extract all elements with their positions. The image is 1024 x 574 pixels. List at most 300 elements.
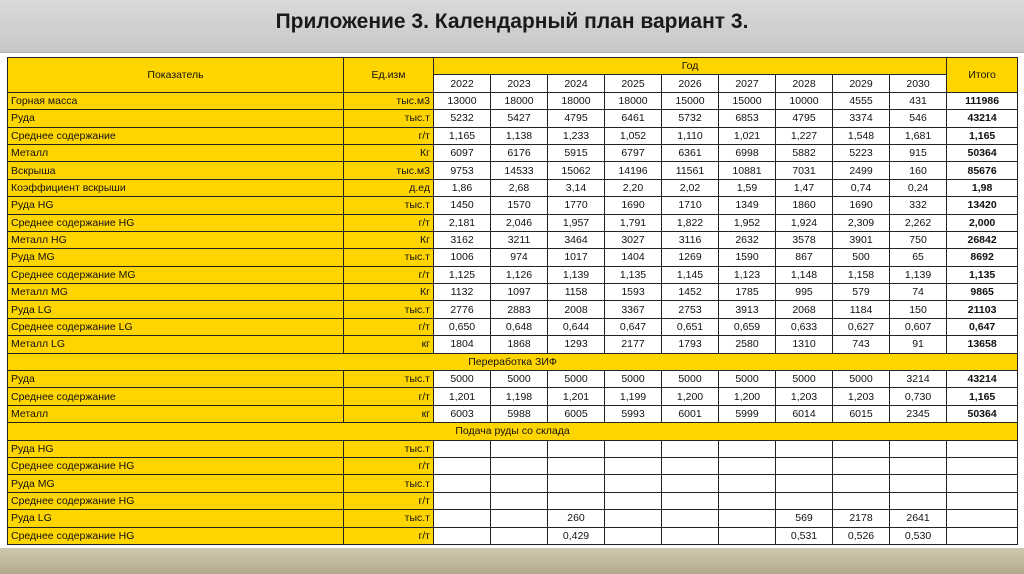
row-label: Среднее содержание HG <box>8 457 344 474</box>
table-row <box>8 197 1018 214</box>
cell-2027: 5999 <box>719 405 776 422</box>
processing-row <box>8 371 1018 388</box>
cell-2025 <box>605 492 662 509</box>
row-unit: Кг <box>344 284 434 301</box>
cell-2027: 1,59 <box>719 179 776 196</box>
cell-2030: 332 <box>890 197 947 214</box>
cell-2024: 1293 <box>548 336 605 353</box>
cell-2027: 1,123 <box>719 266 776 283</box>
cell-2029: 2499 <box>833 162 890 179</box>
row-label: Металл MG <box>8 284 344 301</box>
cell-2025: 5000 <box>605 371 662 388</box>
row-label: Среднее содержание HG <box>8 527 344 544</box>
cell-2022: 0,650 <box>434 318 491 335</box>
cell-2022: 9753 <box>434 162 491 179</box>
cell-2023: 5427 <box>491 110 548 127</box>
cell-2030: 2345 <box>890 405 947 422</box>
cell-2024: 1158 <box>548 284 605 301</box>
row-unit: г/т <box>344 266 434 283</box>
cell-2030: 1,681 <box>890 127 947 144</box>
cell-total: 8692 <box>947 249 1018 266</box>
cell-2022: 2,181 <box>434 214 491 231</box>
cell-2024: 3464 <box>548 231 605 248</box>
cell-2030: 2641 <box>890 510 947 527</box>
cell-2025: 5993 <box>605 405 662 422</box>
row-label: Коэффициент вскрыши <box>8 179 344 196</box>
cell-2023: 0,648 <box>491 318 548 335</box>
cell-2024 <box>548 475 605 492</box>
cell-2026: 11561 <box>662 162 719 179</box>
cell-2028: 6014 <box>776 405 833 422</box>
cell-2028 <box>776 440 833 457</box>
cell-2028: 3578 <box>776 231 833 248</box>
row-unit: тыс.т <box>344 371 434 388</box>
cell-2026 <box>662 440 719 457</box>
cell-2024: 1,957 <box>548 214 605 231</box>
cell-2022: 5232 <box>434 110 491 127</box>
table-row <box>8 127 1018 144</box>
row-unit: кг <box>344 336 434 353</box>
cell-2026: 1452 <box>662 284 719 301</box>
cell-2028: 4795 <box>776 110 833 127</box>
cell-2028: 10000 <box>776 92 833 109</box>
cell-total: 21103 <box>947 301 1018 318</box>
cell-2024: 5000 <box>548 371 605 388</box>
cell-2030 <box>890 457 947 474</box>
row-unit: д.ед <box>344 179 434 196</box>
row-unit: Кг <box>344 231 434 248</box>
cell-2027: 6853 <box>719 110 776 127</box>
cell-2022: 1804 <box>434 336 491 353</box>
cell-2029: 0,526 <box>833 527 890 544</box>
stockpile-row <box>8 457 1018 474</box>
cell-2028: 1310 <box>776 336 833 353</box>
cell-2026 <box>662 475 719 492</box>
cell-2030: 1,139 <box>890 266 947 283</box>
cell-2030: 431 <box>890 92 947 109</box>
cell-2028: 5000 <box>776 371 833 388</box>
stockpile-row <box>8 492 1018 509</box>
cell-2024 <box>548 440 605 457</box>
cell-2022: 1132 <box>434 284 491 301</box>
cell-2027 <box>719 510 776 527</box>
cell-2022: 1450 <box>434 197 491 214</box>
row-unit: тыс.т <box>344 110 434 127</box>
cell-2029: 3374 <box>833 110 890 127</box>
cell-2022: 1,201 <box>434 388 491 405</box>
cell-2023: 974 <box>491 249 548 266</box>
cell-2030: 65 <box>890 249 947 266</box>
table-row <box>8 231 1018 248</box>
cell-2029 <box>833 457 890 474</box>
cell-2024: 1,201 <box>548 388 605 405</box>
stockpile-row <box>8 440 1018 457</box>
cell-2022 <box>434 492 491 509</box>
cell-2023 <box>491 440 548 457</box>
header-unit: Ед.изм <box>344 58 434 93</box>
cell-2024: 1017 <box>548 249 605 266</box>
cell-2028: 1,203 <box>776 388 833 405</box>
row-label: Металл HG <box>8 231 344 248</box>
cell-2030: 750 <box>890 231 947 248</box>
cell-2030: 74 <box>890 284 947 301</box>
cell-2026: 1,145 <box>662 266 719 283</box>
cell-2024: 6005 <box>548 405 605 422</box>
cell-2030: 0,607 <box>890 318 947 335</box>
table-header <box>8 58 1018 93</box>
cell-2023: 1,126 <box>491 266 548 283</box>
cell-2022: 1,125 <box>434 266 491 283</box>
cell-2027: 1349 <box>719 197 776 214</box>
header-year-2026: 2026 <box>662 75 719 92</box>
cell-total: 1,98 <box>947 179 1018 196</box>
cell-2025: 6461 <box>605 110 662 127</box>
cell-2026: 1,822 <box>662 214 719 231</box>
cell-2027: 1,952 <box>719 214 776 231</box>
cell-2024: 1770 <box>548 197 605 214</box>
cell-2029: 6015 <box>833 405 890 422</box>
row-label: Горная масса <box>8 92 344 109</box>
row-label: Металл <box>8 405 344 422</box>
cell-2024: 0,644 <box>548 318 605 335</box>
row-label: Среднее содержание MG <box>8 266 344 283</box>
cell-2029: 0,627 <box>833 318 890 335</box>
cell-2030: 915 <box>890 144 947 161</box>
cell-2023 <box>491 475 548 492</box>
cell-2030: 160 <box>890 162 947 179</box>
cell-total <box>947 510 1018 527</box>
cell-2029: 2,309 <box>833 214 890 231</box>
cell-2022: 1006 <box>434 249 491 266</box>
cell-2028: 569 <box>776 510 833 527</box>
cell-2027: 10881 <box>719 162 776 179</box>
cell-total: 43214 <box>947 371 1018 388</box>
cell-total <box>947 440 1018 457</box>
stockpile-row <box>8 475 1018 492</box>
calendar-plan-table-container <box>7 57 1017 545</box>
cell-total: 26842 <box>947 231 1018 248</box>
cell-2025 <box>605 510 662 527</box>
stockpile-row <box>8 527 1018 544</box>
row-unit: тыс.м3 <box>344 162 434 179</box>
cell-2023 <box>491 492 548 509</box>
table-row <box>8 301 1018 318</box>
cell-2026: 1,200 <box>662 388 719 405</box>
cell-2028: 1,47 <box>776 179 833 196</box>
table-row <box>8 179 1018 196</box>
cell-2030 <box>890 475 947 492</box>
cell-2024: 1,233 <box>548 127 605 144</box>
cell-2025 <box>605 475 662 492</box>
cell-2028 <box>776 457 833 474</box>
row-label: Среднее содержание LG <box>8 318 344 335</box>
cell-2027: 1785 <box>719 284 776 301</box>
cell-2022: 6003 <box>434 405 491 422</box>
row-unit: г/т <box>344 527 434 544</box>
cell-2026: 1269 <box>662 249 719 266</box>
cell-2028: 0,531 <box>776 527 833 544</box>
row-unit: г/т <box>344 388 434 405</box>
cell-2022: 3162 <box>434 231 491 248</box>
cell-2028: 1860 <box>776 197 833 214</box>
cell-2029: 4555 <box>833 92 890 109</box>
cell-2029: 743 <box>833 336 890 353</box>
cell-total: 13658 <box>947 336 1018 353</box>
cell-2025: 1690 <box>605 197 662 214</box>
cell-2024: 2008 <box>548 301 605 318</box>
cell-total: 111986 <box>947 92 1018 109</box>
cell-2022: 1,165 <box>434 127 491 144</box>
cell-2027: 3913 <box>719 301 776 318</box>
cell-2026 <box>662 457 719 474</box>
row-unit: тыс.т <box>344 440 434 457</box>
title-bar <box>0 0 1024 53</box>
row-label: Среднее содержание <box>8 127 344 144</box>
cell-2028: 2068 <box>776 301 833 318</box>
row-unit: г/т <box>344 127 434 144</box>
row-unit: Кг <box>344 144 434 161</box>
cell-2026 <box>662 510 719 527</box>
cell-2023 <box>491 457 548 474</box>
header-year-2030: 2030 <box>890 75 947 92</box>
cell-total: 1,165 <box>947 127 1018 144</box>
cell-2026 <box>662 527 719 544</box>
table-row <box>8 110 1018 127</box>
header-year-2022: 2022 <box>434 75 491 92</box>
cell-2028: 867 <box>776 249 833 266</box>
cell-2027 <box>719 492 776 509</box>
cell-total: 0,647 <box>947 318 1018 335</box>
cell-2025: 6797 <box>605 144 662 161</box>
header-indicator: Показатель <box>8 58 344 93</box>
cell-2023: 3211 <box>491 231 548 248</box>
cell-2027: 6998 <box>719 144 776 161</box>
row-unit: тыс.т <box>344 197 434 214</box>
cell-total <box>947 527 1018 544</box>
cell-2026: 15000 <box>662 92 719 109</box>
cell-2024 <box>548 492 605 509</box>
cell-2024: 0,429 <box>548 527 605 544</box>
cell-2029: 5223 <box>833 144 890 161</box>
row-label: Среднее содержание HG <box>8 214 344 231</box>
cell-2025: 1404 <box>605 249 662 266</box>
cell-2023: 5988 <box>491 405 548 422</box>
row-unit: г/т <box>344 318 434 335</box>
row-label: Руда <box>8 110 344 127</box>
cell-2030: 150 <box>890 301 947 318</box>
cell-2029 <box>833 440 890 457</box>
table-row <box>8 214 1018 231</box>
cell-2026: 5000 <box>662 371 719 388</box>
cell-2022: 1,86 <box>434 179 491 196</box>
cell-total: 50364 <box>947 144 1018 161</box>
cell-2029 <box>833 492 890 509</box>
header-year: Год <box>434 58 947 75</box>
processing-row <box>8 388 1018 405</box>
row-unit: тыс.т <box>344 475 434 492</box>
cell-2028: 1,924 <box>776 214 833 231</box>
cell-2029: 1184 <box>833 301 890 318</box>
cell-2030: 0,730 <box>890 388 947 405</box>
cell-2022 <box>434 510 491 527</box>
cell-2027: 2580 <box>719 336 776 353</box>
cell-2022 <box>434 475 491 492</box>
cell-2025 <box>605 457 662 474</box>
cell-2025: 3367 <box>605 301 662 318</box>
header-year-2027: 2027 <box>719 75 776 92</box>
cell-2023: 14533 <box>491 162 548 179</box>
cell-2027 <box>719 457 776 474</box>
cell-2029: 1,203 <box>833 388 890 405</box>
cell-2029: 1,158 <box>833 266 890 283</box>
table-row <box>8 249 1018 266</box>
cell-2025: 0,647 <box>605 318 662 335</box>
row-unit: г/т <box>344 492 434 509</box>
row-unit: тыс.т <box>344 510 434 527</box>
cell-2026: 6361 <box>662 144 719 161</box>
cell-2029: 579 <box>833 284 890 301</box>
row-label: Руда HG <box>8 197 344 214</box>
cell-total: 85676 <box>947 162 1018 179</box>
row-label: Руда LG <box>8 301 344 318</box>
cell-2025: 1,791 <box>605 214 662 231</box>
cell-2027: 1590 <box>719 249 776 266</box>
table-row <box>8 266 1018 283</box>
header-total: Итого <box>947 58 1018 93</box>
table-row <box>8 92 1018 109</box>
row-unit: кг <box>344 405 434 422</box>
cell-total: 13420 <box>947 197 1018 214</box>
row-unit: г/т <box>344 457 434 474</box>
cell-2030: 546 <box>890 110 947 127</box>
cell-2029: 1,548 <box>833 127 890 144</box>
header-year-2025: 2025 <box>605 75 662 92</box>
header-year-2029: 2029 <box>833 75 890 92</box>
cell-2028: 5882 <box>776 144 833 161</box>
cell-2029: 3901 <box>833 231 890 248</box>
cell-total: 50364 <box>947 405 1018 422</box>
stockpile-row <box>8 510 1018 527</box>
cell-2025: 18000 <box>605 92 662 109</box>
row-label: Среднее содержание HG <box>8 492 344 509</box>
cell-total <box>947 457 1018 474</box>
cell-2028: 995 <box>776 284 833 301</box>
cell-2025: 1,052 <box>605 127 662 144</box>
cell-2023: 2,046 <box>491 214 548 231</box>
cell-2025: 2,20 <box>605 179 662 196</box>
cell-2025: 3027 <box>605 231 662 248</box>
page-title: Приложение 3. Календарный план вариант 3. <box>275 10 749 33</box>
section-stockpile-header-row <box>8 423 1018 440</box>
cell-total <box>947 492 1018 509</box>
cell-2029: 500 <box>833 249 890 266</box>
cell-2023: 1868 <box>491 336 548 353</box>
header-year-2024: 2024 <box>548 75 605 92</box>
table-row <box>8 336 1018 353</box>
cell-total: 9865 <box>947 284 1018 301</box>
cell-2023: 1,138 <box>491 127 548 144</box>
cell-2023: 1,198 <box>491 388 548 405</box>
cell-2027 <box>719 475 776 492</box>
cell-2029: 2178 <box>833 510 890 527</box>
cell-2023: 1570 <box>491 197 548 214</box>
cell-2023: 2883 <box>491 301 548 318</box>
cell-2029: 5000 <box>833 371 890 388</box>
cell-2024: 15062 <box>548 162 605 179</box>
cell-total <box>947 475 1018 492</box>
cell-2023 <box>491 510 548 527</box>
cell-2026: 3116 <box>662 231 719 248</box>
header-year-2023: 2023 <box>491 75 548 92</box>
cell-total: 43214 <box>947 110 1018 127</box>
cell-2023 <box>491 527 548 544</box>
row-label: Руда MG <box>8 249 344 266</box>
cell-total: 1,135 <box>947 266 1018 283</box>
row-label: Руда MG <box>8 475 344 492</box>
row-unit: тыс.т <box>344 301 434 318</box>
cell-total: 2,000 <box>947 214 1018 231</box>
cell-2023: 1097 <box>491 284 548 301</box>
cell-2022: 2776 <box>434 301 491 318</box>
calendar-plan-table <box>7 57 1018 545</box>
table-row <box>8 284 1018 301</box>
cell-2030: 2,262 <box>890 214 947 231</box>
cell-2027: 0,659 <box>719 318 776 335</box>
section-processing-header-row <box>8 353 1018 370</box>
cell-2027: 2632 <box>719 231 776 248</box>
cell-2027 <box>719 527 776 544</box>
cell-2022: 5000 <box>434 371 491 388</box>
cell-2026: 6001 <box>662 405 719 422</box>
cell-2027: 1,021 <box>719 127 776 144</box>
cell-2022: 6097 <box>434 144 491 161</box>
cell-2027: 15000 <box>719 92 776 109</box>
cell-2029: 1690 <box>833 197 890 214</box>
cell-2028 <box>776 475 833 492</box>
row-unit: тыс.т <box>344 249 434 266</box>
cell-2024: 4795 <box>548 110 605 127</box>
cell-2027: 5000 <box>719 371 776 388</box>
cell-total: 1,165 <box>947 388 1018 405</box>
cell-2027 <box>719 440 776 457</box>
cell-2029 <box>833 475 890 492</box>
cell-2030 <box>890 440 947 457</box>
cell-2028: 7031 <box>776 162 833 179</box>
cell-2022: 13000 <box>434 92 491 109</box>
cell-2024: 260 <box>548 510 605 527</box>
cell-2024: 5915 <box>548 144 605 161</box>
row-unit: тыс.м3 <box>344 92 434 109</box>
cell-2026: 2,02 <box>662 179 719 196</box>
row-label: Руда HG <box>8 440 344 457</box>
table-row <box>8 162 1018 179</box>
cell-2023: 6176 <box>491 144 548 161</box>
section-stockpile-title: Подача руды со склада <box>8 423 1018 440</box>
cell-2026: 2753 <box>662 301 719 318</box>
cell-2025 <box>605 527 662 544</box>
cell-2030 <box>890 492 947 509</box>
bottom-decor-band <box>0 548 1024 574</box>
processing-row <box>8 405 1018 422</box>
cell-2026: 5732 <box>662 110 719 127</box>
row-unit: г/т <box>344 214 434 231</box>
cell-2026: 1,110 <box>662 127 719 144</box>
section-processing-title: Переработка ЗИФ <box>8 353 1018 370</box>
header-year-2028: 2028 <box>776 75 833 92</box>
cell-2025: 1,199 <box>605 388 662 405</box>
cell-2026: 1710 <box>662 197 719 214</box>
cell-2030: 0,24 <box>890 179 947 196</box>
